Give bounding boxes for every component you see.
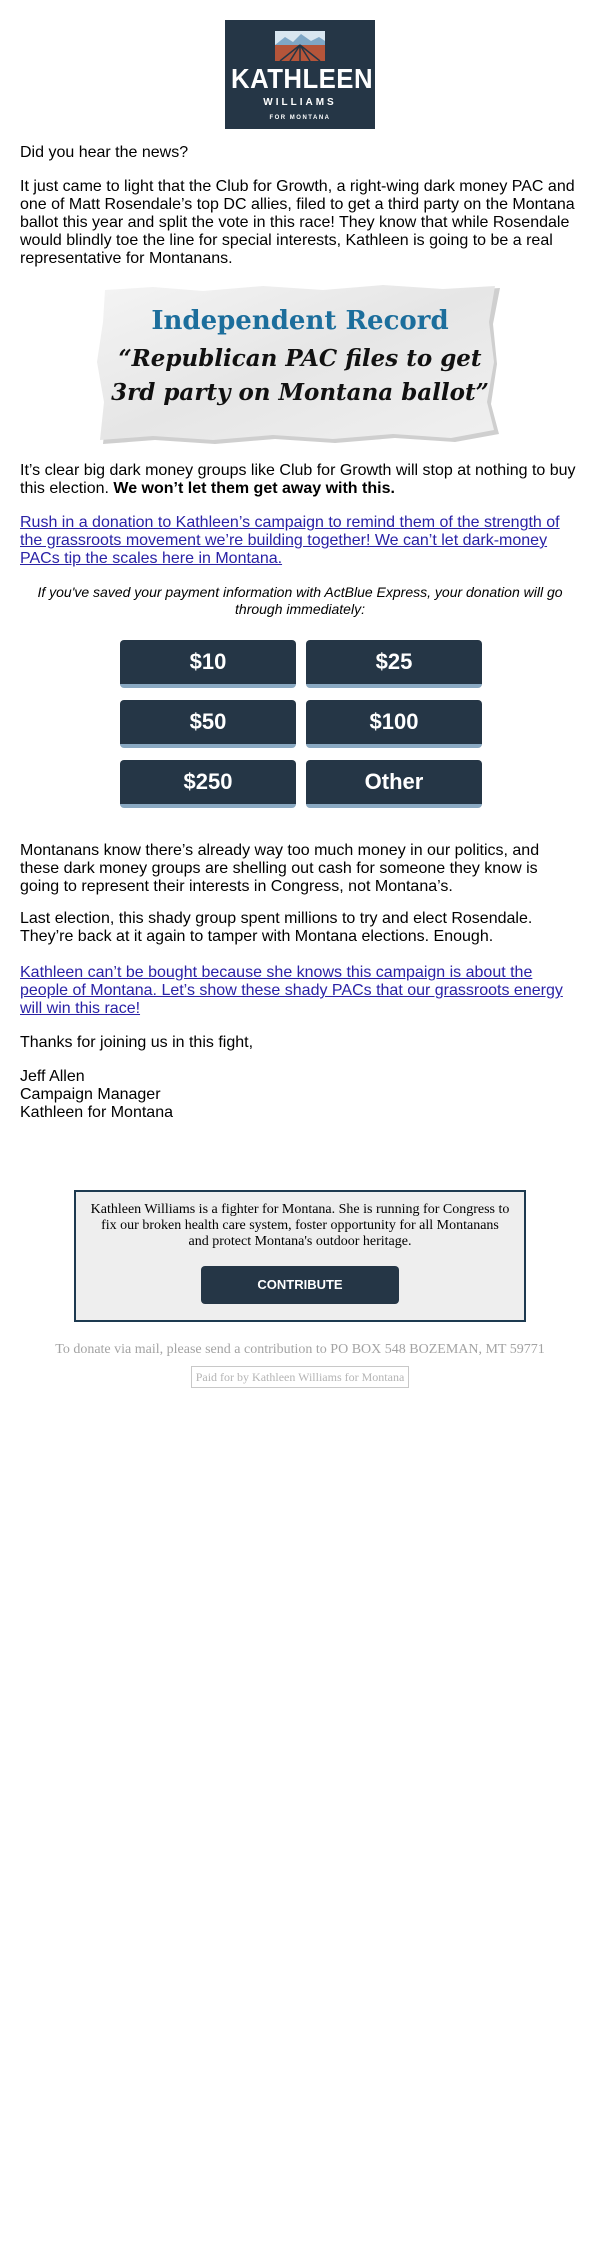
actblue-note: If you've saved your payment information with ActBlue Express, your donation will go through immediately: <box>37 584 563 617</box>
donate-link-paragraph <box>20 514 580 568</box>
donate-link-1[interactable]: Rush in a donation to Kathleen’s campaign to remind them of the strength of the grassroots movement we’re building together! We can’t let dark-money PACs tip the scales here in Montana. <box>20 514 560 567</box>
signature-org: Kathleen for Montana <box>20 1104 173 1121</box>
donate-250-button[interactable]: $250 <box>120 760 296 808</box>
donate-10-button[interactable]: $10 <box>120 640 296 688</box>
signature-title: Campaign Manager <box>20 1086 161 1103</box>
intro-line: Did you hear the news? <box>20 144 189 161</box>
donate-other-button[interactable]: Other <box>306 760 482 808</box>
footer-description: Kathleen Williams is a fighter for Montana. She is running for Congress to fix our broken health care system, foster opportunity for all Montanans and protect Montana's outdoor heritage. <box>90 1202 510 1249</box>
dark-money-paragraph <box>20 462 580 498</box>
news-paragraph: It just came to light that the Club for Growth, a right-wing dark money PAC and one of Matt Rosendale’s top DC allies, filed to get a third party on the Montana ballot this year and split the vote in this race! They know that while Rosendale would blindly toe the line for special interests, Kathleen is going to be a real representative for Montanans. <box>20 178 575 267</box>
footer-box <box>74 1190 526 1322</box>
mail-donation-note: To donate via mail, please send a contribution to PO BOX 548 BOZEMAN, MT 59771 <box>55 1342 545 1357</box>
donate-100-button[interactable]: $100 <box>306 700 482 748</box>
newspaper-clipping <box>95 284 505 446</box>
newspaper-headline: “Republican PAC files to get 3rd party on Montana ballot” <box>111 345 489 406</box>
logo-for-line: FOR MONTANA <box>269 115 331 121</box>
donate-25-button[interactable]: $25 <box>306 640 482 688</box>
campaign-logo <box>225 20 375 129</box>
mountain-sunset-icon <box>275 31 325 61</box>
dark-money-text: It’s clear big dark money groups like Club for Growth will stop at nothing to buy this election. <box>20 462 576 497</box>
contribute-button[interactable]: CONTRIBUTE <box>201 1266 399 1304</box>
dark-money-bold: We won’t let them get away with this. <box>113 480 395 497</box>
donate-link-paragraph-2 <box>20 964 580 1018</box>
donate-50-button[interactable]: $50 <box>120 700 296 748</box>
paid-for-disclaimer: Paid for by Kathleen Williams for Montana <box>191 1366 409 1388</box>
signature-name: Jeff Allen <box>20 1068 85 1085</box>
donate-link-2[interactable]: Kathleen can’t be bought because she knows this campaign is about the people of Montana. Let’s show these shady PACs that our grassroots energy will win this race! <box>20 964 563 1017</box>
logo-name: KATHLEEN <box>231 63 374 94</box>
money-politics-paragraph: Montanans know there’s already way too much money in our politics, and these dark money groups are shelling out cash for someone they know is going to represent their interests in Congress, not Montana’s. <box>20 842 540 895</box>
newspaper-masthead: Independent Record <box>151 306 449 336</box>
thanks-line: Thanks for joining us in this fight, <box>20 1034 254 1051</box>
logo-subtitle: WILLIAMS <box>263 97 337 108</box>
last-election-paragraph: Last election, this shady group spent millions to try and elect Rosendale. They’re back at it again to tamper with Montana elections. Enough. <box>20 910 533 945</box>
